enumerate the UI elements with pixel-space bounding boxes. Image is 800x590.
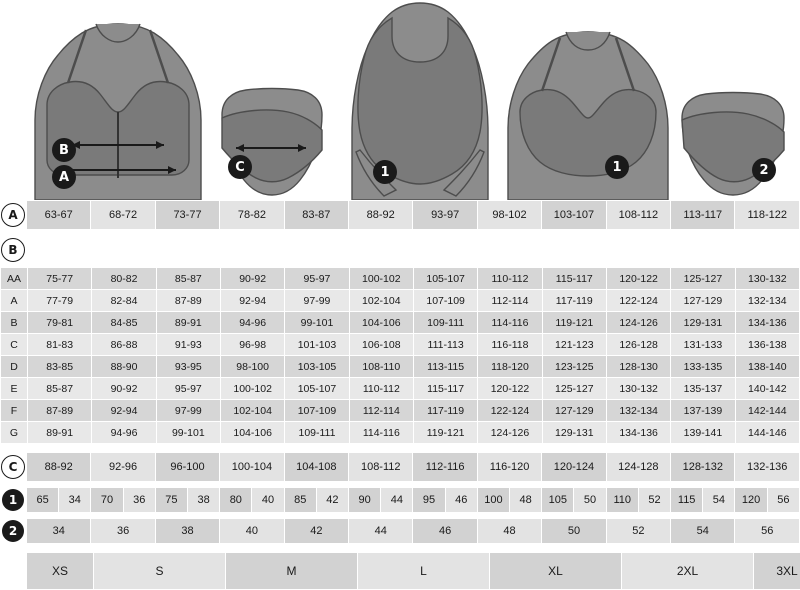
cell-b-6-10: 137-139 <box>671 400 735 422</box>
cell-b-6-9: 132-134 <box>606 400 670 422</box>
cell-b-7-4: 109-111 <box>285 422 349 444</box>
cell-b-0-7: 110-112 <box>478 268 542 290</box>
cell-b-6-4: 107-109 <box>285 400 349 422</box>
row-one <box>0 487 800 513</box>
cell-b-6-3: 102-104 <box>220 400 284 422</box>
cell-b-6-6: 117-119 <box>413 400 477 422</box>
cell-b-4-9: 128-130 <box>606 356 670 378</box>
cell-b-0-4: 95-97 <box>285 268 349 290</box>
size-2XL: 2XL <box>622 553 754 590</box>
row-a-badge: A <box>1 203 25 227</box>
cell-b-1-2: 87-89 <box>156 290 220 312</box>
cell-b-2-2: 89-91 <box>156 312 220 334</box>
size-S: S <box>94 553 226 590</box>
table-row <box>27 553 800 590</box>
cell-b-6-7: 122-124 <box>478 400 542 422</box>
cell-a-8: 103-107 <box>542 201 606 230</box>
row-one-label-cell <box>0 487 26 513</box>
figure-hip-brief <box>222 89 322 196</box>
cell-b-4-1: 88-90 <box>92 356 156 378</box>
table-row <box>1 400 800 422</box>
cell-b-5-8: 125-127 <box>542 378 606 400</box>
cell-b-2-7: 114-116 <box>478 312 542 334</box>
cell-1-20: 115 <box>671 488 703 513</box>
row-header-F: F <box>1 400 28 422</box>
cell-c-3: 100-104 <box>220 453 284 482</box>
cell-1-22: 120 <box>735 488 767 513</box>
cell-b-1-10: 127-129 <box>671 290 735 312</box>
cell-c-7: 116-120 <box>477 453 541 482</box>
cell-c-11: 132-136 <box>735 453 800 482</box>
row-header-B: B <box>1 312 28 334</box>
table-row <box>27 519 800 544</box>
row-a-label-cell <box>0 200 26 230</box>
cell-b-0-9: 120-122 <box>606 268 670 290</box>
cell-c-2: 96-100 <box>155 453 219 482</box>
cell-b-3-7: 116-118 <box>478 334 542 356</box>
cell-c-1: 92-96 <box>91 453 155 482</box>
cell-b-2-3: 94-96 <box>220 312 284 334</box>
cell-b-5-10: 135-137 <box>671 378 735 400</box>
cell-b-5-1: 90-92 <box>92 378 156 400</box>
spacer-3 <box>0 444 800 452</box>
cell-b-7-9: 134-136 <box>606 422 670 444</box>
table-row <box>1 312 800 334</box>
cell-b-0-3: 90-92 <box>220 268 284 290</box>
row-header-AA: AA <box>1 268 28 290</box>
cell-b-3-1: 86-88 <box>92 334 156 356</box>
row-one-badge: 1 <box>2 489 24 511</box>
row-a <box>0 200 800 230</box>
cell-b-4-7: 118-120 <box>478 356 542 378</box>
cell-2-6: 46 <box>413 519 477 544</box>
cell-b-4-4: 103-105 <box>285 356 349 378</box>
cell-b-5-5: 110-112 <box>349 378 413 400</box>
table-row <box>1 268 800 290</box>
cell-b-2-4: 99-101 <box>285 312 349 334</box>
cell-2-1: 36 <box>91 519 155 544</box>
row-two-badge: 2 <box>2 520 24 542</box>
cell-b-0-10: 125-127 <box>671 268 735 290</box>
cell-b-3-6: 111-113 <box>413 334 477 356</box>
table-row <box>1 290 800 312</box>
cell-2-3: 40 <box>220 519 284 544</box>
row-b <box>0 267 800 444</box>
row-c <box>0 452 800 482</box>
cell-2-5: 44 <box>349 519 413 544</box>
cell-b-6-2: 97-99 <box>156 400 220 422</box>
cell-2-11: 56 <box>735 519 800 544</box>
cell-1-10: 90 <box>349 488 381 513</box>
cell-a-10: 113-117 <box>671 201 735 230</box>
table-brief-size <box>26 518 800 544</box>
cell-a-11: 118-122 <box>735 201 800 230</box>
cell-b-1-3: 92-94 <box>220 290 284 312</box>
table-row <box>1 422 800 444</box>
cell-b-1-11: 132-134 <box>735 290 799 312</box>
row-header-E: E <box>1 378 28 400</box>
cell-1-19: 52 <box>638 488 670 513</box>
table-row <box>27 488 800 513</box>
cell-c-6: 112-116 <box>413 453 477 482</box>
cell-b-7-6: 119-121 <box>413 422 477 444</box>
cell-2-7: 48 <box>477 519 541 544</box>
cell-2-0: 34 <box>27 519 91 544</box>
badge-1-bodysuit: 1 <box>373 160 397 184</box>
cell-b-3-8: 121-123 <box>542 334 606 356</box>
cell-c-8: 120-124 <box>542 453 606 482</box>
row-header-G: G <box>1 422 28 444</box>
cell-b-1-0: 77-79 <box>28 290 92 312</box>
cell-b-4-10: 133-135 <box>671 356 735 378</box>
cell-b-5-4: 105-107 <box>285 378 349 400</box>
cell-b-5-6: 115-117 <box>413 378 477 400</box>
cell-1-4: 75 <box>155 488 187 513</box>
table-underbust <box>26 200 800 230</box>
cell-b-4-5: 108-110 <box>349 356 413 378</box>
cell-b-3-0: 81-83 <box>28 334 92 356</box>
cell-b-1-4: 97-99 <box>285 290 349 312</box>
illustration-area <box>0 0 800 200</box>
cell-b-1-1: 82-84 <box>92 290 156 312</box>
figure-bra-second <box>508 32 668 200</box>
cell-2-10: 54 <box>671 519 735 544</box>
table-hips <box>26 452 800 482</box>
cell-b-6-11: 142-144 <box>735 400 799 422</box>
row-b-label-row <box>0 238 800 262</box>
row-header-D: D <box>1 356 28 378</box>
table-row <box>1 356 800 378</box>
cell-b-2-10: 129-131 <box>671 312 735 334</box>
cell-1-7: 40 <box>252 488 284 513</box>
cell-b-6-1: 92-94 <box>92 400 156 422</box>
cell-b-3-2: 91-93 <box>156 334 220 356</box>
cell-b-5-7: 120-122 <box>478 378 542 400</box>
size-L: L <box>358 553 490 590</box>
cell-1-3: 36 <box>123 488 155 513</box>
cell-a-2: 73-77 <box>155 201 219 230</box>
cell-b-4-8: 123-125 <box>542 356 606 378</box>
cell-b-0-6: 105-107 <box>413 268 477 290</box>
cell-b-7-5: 114-116 <box>349 422 413 444</box>
spacer-1 <box>0 230 800 238</box>
cell-a-9: 108-112 <box>606 201 670 230</box>
cell-b-2-1: 84-85 <box>92 312 156 334</box>
cell-b-0-0: 75-77 <box>28 268 92 290</box>
row-header-C: C <box>1 334 28 356</box>
badge-2-brief: 2 <box>752 158 776 182</box>
cell-b-1-9: 122-124 <box>606 290 670 312</box>
cell-a-3: 78-82 <box>220 201 284 230</box>
cell-b-2-11: 134-136 <box>735 312 799 334</box>
cell-2-9: 52 <box>606 519 670 544</box>
cell-a-5: 88-92 <box>349 201 413 230</box>
cell-1-6: 80 <box>220 488 252 513</box>
cell-1-11: 44 <box>381 488 413 513</box>
size-3XL: 3XL <box>754 553 800 590</box>
row-two <box>0 518 800 544</box>
cell-b-7-11: 144-146 <box>735 422 799 444</box>
cell-c-0: 88-92 <box>27 453 91 482</box>
cell-b-0-5: 100-102 <box>349 268 413 290</box>
cell-1-1: 34 <box>59 488 91 513</box>
cell-b-3-3: 96-98 <box>220 334 284 356</box>
row-c-label-cell <box>0 452 26 482</box>
cell-b-0-1: 80-82 <box>92 268 156 290</box>
cell-b-7-2: 99-101 <box>156 422 220 444</box>
cell-a-6: 93-97 <box>413 201 477 230</box>
cell-b-4-2: 93-95 <box>156 356 220 378</box>
badge-C-hips: C <box>228 155 252 179</box>
cell-b-2-0: 79-81 <box>28 312 92 334</box>
cell-b-6-0: 87-89 <box>28 400 92 422</box>
cell-b-5-3: 100-102 <box>220 378 284 400</box>
table-bust-cups <box>0 267 800 444</box>
cell-b-5-2: 95-97 <box>156 378 220 400</box>
cell-1-14: 100 <box>477 488 509 513</box>
cell-1-17: 50 <box>574 488 606 513</box>
table-row <box>1 378 800 400</box>
cell-c-4: 104-108 <box>284 453 348 482</box>
badge-B-bust: B <box>52 138 76 162</box>
cell-b-0-11: 130-132 <box>735 268 799 290</box>
badge-1-bra: 1 <box>605 155 629 179</box>
cell-b-1-8: 117-119 <box>542 290 606 312</box>
cell-b-7-1: 94-96 <box>92 422 156 444</box>
table-row <box>27 201 800 230</box>
cell-b-6-8: 127-129 <box>542 400 606 422</box>
row-b-badge: B <box>1 238 25 262</box>
cell-b-3-4: 101-103 <box>285 334 349 356</box>
cell-c-10: 128-132 <box>671 453 735 482</box>
cell-b-2-5: 104-106 <box>349 312 413 334</box>
badge-A-underbust: A <box>52 165 76 189</box>
cell-b-1-6: 107-109 <box>413 290 477 312</box>
table-row <box>27 453 800 482</box>
table-row <box>1 334 800 356</box>
table-bra-size <box>26 487 800 513</box>
figures-svg <box>0 0 800 200</box>
cell-b-4-0: 83-85 <box>28 356 92 378</box>
row-two-label-cell <box>0 518 26 544</box>
cell-1-13: 46 <box>445 488 477 513</box>
cell-2-2: 38 <box>155 519 219 544</box>
cell-1-0: 65 <box>27 488 59 513</box>
size-XS: XS <box>27 553 94 590</box>
spacer-6 <box>0 544 800 552</box>
cell-b-7-7: 124-126 <box>478 422 542 444</box>
cell-b-5-9: 130-132 <box>606 378 670 400</box>
cell-b-4-6: 113-115 <box>413 356 477 378</box>
size-XL: XL <box>490 553 622 590</box>
cell-b-2-6: 109-111 <box>413 312 477 334</box>
cell-b-4-11: 138-140 <box>735 356 799 378</box>
cell-2-4: 42 <box>284 519 348 544</box>
cell-b-5-0: 85-87 <box>28 378 92 400</box>
row-b-label-cell <box>0 238 26 262</box>
cell-b-7-0: 89-91 <box>28 422 92 444</box>
cell-1-23: 56 <box>767 488 799 513</box>
cell-b-6-5: 112-114 <box>349 400 413 422</box>
cell-b-7-3: 104-106 <box>220 422 284 444</box>
cell-b-3-10: 131-133 <box>671 334 735 356</box>
cell-b-0-8: 115-117 <box>542 268 606 290</box>
cell-b-3-5: 106-108 <box>349 334 413 356</box>
size-M: M <box>226 553 358 590</box>
cell-b-7-10: 139-141 <box>671 422 735 444</box>
cell-b-2-9: 124-126 <box>606 312 670 334</box>
cell-b-0-2: 85-87 <box>156 268 220 290</box>
cell-c-9: 124-128 <box>606 453 670 482</box>
cell-b-4-3: 98-100 <box>220 356 284 378</box>
cell-2-8: 50 <box>542 519 606 544</box>
cell-1-12: 95 <box>413 488 445 513</box>
cell-c-5: 108-112 <box>349 453 413 482</box>
cell-b-2-8: 119-121 <box>542 312 606 334</box>
cell-1-18: 110 <box>606 488 638 513</box>
cell-a-4: 83-87 <box>284 201 348 230</box>
row-c-badge: C <box>1 455 25 479</box>
cell-1-21: 54 <box>703 488 735 513</box>
cell-1-5: 38 <box>188 488 220 513</box>
cell-a-7: 98-102 <box>477 201 541 230</box>
table-letter-sizes <box>26 552 800 590</box>
cell-b-7-8: 129-131 <box>542 422 606 444</box>
cell-1-15: 48 <box>510 488 542 513</box>
cell-b-5-11: 140-142 <box>735 378 799 400</box>
cell-1-2: 70 <box>91 488 123 513</box>
cell-a-0: 63-67 <box>27 201 91 230</box>
row-header-A: A <box>1 290 28 312</box>
cell-b-1-5: 102-104 <box>349 290 413 312</box>
cell-a-1: 68-72 <box>91 201 155 230</box>
cell-1-8: 85 <box>284 488 316 513</box>
cell-1-16: 105 <box>542 488 574 513</box>
cell-b-3-9: 126-128 <box>606 334 670 356</box>
cell-1-9: 42 <box>316 488 348 513</box>
cell-b-1-7: 112-114 <box>478 290 542 312</box>
cell-b-3-11: 136-138 <box>735 334 799 356</box>
